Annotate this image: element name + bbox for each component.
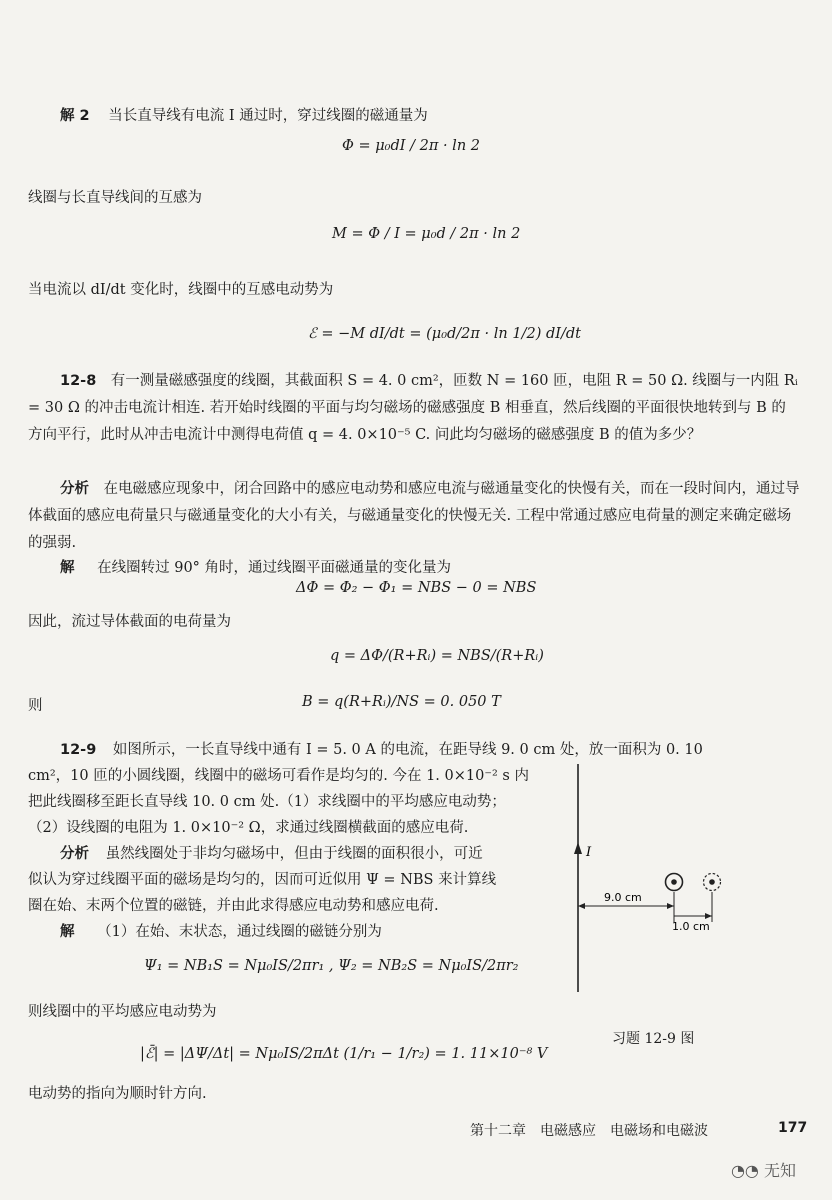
sol2-eq3-text: ℰ = −M dI/dt = (μ₀d/2π · ln 1/2) dI/dt [308, 326, 581, 342]
coil-final-dot [709, 879, 715, 885]
dist2-label: 1.0 cm [672, 920, 710, 933]
problem-12-9-l4: （2）设线圈的电阻为 1. 0×10⁻² Ω，求通过线圈横截面的感应电荷. [28, 820, 469, 836]
page-number: 177 [778, 1120, 808, 1136]
problem-12-9-l2: cm²，10 匝的小圆线圈，线圈中的磁场可看作是均匀的. 今在 1. 0×10⁻² s 内 [28, 768, 529, 784]
analysis-12-8-text: 在电磁感应现象中，闭合回路中的感应电动势和感应电流与磁通量变化的快慢有关，而在一段时间内，通过导体截面的感应电荷量只与磁通量变化的大小有关，与磁通量变化的快慢无关. 工程中常通过感应电荷量的测定来确定磁场的强弱. [28, 481, 800, 551]
problem-12-8-text: 有一测量磁感强度的线圈，其截面积 S = 4. 0 cm²，匝数 N = 160 匝，电阻 R = 50 Ω. 线圈与一内阻 Rᵢ = 30 Ω 的冲击电流计相连. 若开始时线圈的平面与均匀磁场的磁感强度 B 相垂直，然后线圈的平面很快地转到与 B 的方向平行，此时从冲击电流计中测得电荷值 q = 4. 0×10⁻⁵ C. 问此均匀磁场的磁感强度 B 的值为多少？ [28, 373, 798, 443]
sol-12-8-text: 在线圈转过 90° 角时，通过线圈平面磁通量的变化量为 [97, 560, 452, 576]
sol2-eq1-text: Φ = μ₀dI / 2π · ln 2 [342, 138, 480, 154]
sol2-eq1 [342, 138, 480, 154]
sol-12-9-line1 [60, 920, 382, 941]
analysis-12-8-label: 分析 [60, 481, 89, 497]
problem-12-9-number: 12-9 [60, 742, 97, 758]
watermark-text: 无知 [763, 1161, 796, 1180]
analysis-12-9-l3: 圈在始、末两个位置的磁链，并由此求得感应电动势和感应电荷. [28, 898, 439, 914]
sol-12-8-line2: 因此，流过导体截面的电荷量为 [28, 614, 231, 630]
analysis-12-9-label: 分析 [60, 846, 89, 862]
dist1-label: 9.0 cm [604, 891, 642, 904]
watermark [731, 1158, 796, 1181]
problem-12-9-l1 [60, 738, 703, 759]
wechat-icon: ◔◔ [730, 1161, 759, 1180]
sol-12-8-eq1: ΔΦ = Φ₂ − Φ₁ = NBS − 0 = NBS [296, 580, 537, 596]
sol-12-9-eq1: Ψ₁ = NB₁S = Nμ₀IS/2πr₁ , Ψ₂ = NB₂S = Nμ₀IS/2πr₂ [144, 958, 519, 974]
sol-12-8-label: 解 [60, 560, 75, 576]
dist1-arrow-left-icon [578, 903, 585, 909]
sol-12-8-eq2: q = ΔΦ/(R+Rᵢ) = NBS/(R+Rᵢ) [330, 648, 544, 664]
sol2-label: 解 2 [60, 108, 90, 124]
analysis-12-9-l2: 似认为穿过线圈平面的磁场是均匀的，因而可近似用 Ψ = NBS 来计算线 [28, 872, 497, 888]
sol2-line2: 线圈与长直导线间的互感为 [28, 190, 202, 206]
figure-12-9 [560, 764, 740, 994]
sol2-eq2-text: M = Φ / I = μ₀d / 2π · ln 2 [332, 226, 521, 242]
current-arrow-icon [574, 842, 582, 854]
analysis-12-9-l1 [60, 842, 483, 863]
sol-12-8-line1 [60, 556, 451, 577]
sol2-text: 当长直导线有电流 I 通过时，穿过线圈的磁通量为 [108, 108, 428, 124]
sol2-line3: 当电流以 dI/dt 变化时，线圈中的互感电动势为 [28, 282, 334, 298]
problem-12-8 [28, 368, 800, 449]
coil-initial-dot [671, 879, 677, 885]
sol2-eq2 [332, 226, 520, 242]
sol-12-9-text: （1）在始、末状态，通过线圈的磁链分别为 [97, 924, 382, 940]
problem-12-9-l3: 把此线圈移至距长直导线 10. 0 cm 处.（1）求线圈中的平均感应电动势； [28, 794, 506, 810]
dist2-arrow-icon [705, 913, 712, 919]
sol-12-9-line2: 则线圈中的平均感应电动势为 [28, 1004, 217, 1020]
sol-12-8-eq3: B = q(R+Rᵢ)/NS = 0. 050 T [302, 694, 501, 710]
problem-12-8-number: 12-8 [60, 373, 97, 389]
footer-chapter: 第十二章 电磁感应 电磁场和电磁波 [470, 1123, 708, 1139]
problem-12-9-text-l1: 如图所示，一长直导线中通有 I = 5. 0 A 的电流，在距导线 9. 0 cm 处，放一面积为 0. 10 [112, 742, 703, 758]
current-label: I [586, 845, 592, 860]
sol-12-9-eq2: |ℰ̄| = |ΔΨ/Δt| = Nμ₀IS/2πΔt (1/r₁ − 1/r₂) = 1. 11×10⁻⁸ V [140, 1046, 548, 1062]
figure-caption: 习题 12-9 图 [612, 1031, 695, 1047]
sol-12-9-label: 解 [60, 924, 75, 940]
sol2-eq3 [308, 326, 581, 342]
analysis-12-8 [28, 476, 800, 557]
sol2-line1 [60, 104, 428, 125]
sol-12-8-then: 则 [28, 698, 43, 714]
dist1-arrow-right-icon [667, 903, 674, 909]
sol-12-9-line3: 电动势的指向为顺时针方向. [28, 1086, 207, 1102]
analysis-12-9-text-l1: 虽然线圈处于非均匀磁场中，但由于线圈的面积很小，可近 [105, 846, 483, 862]
